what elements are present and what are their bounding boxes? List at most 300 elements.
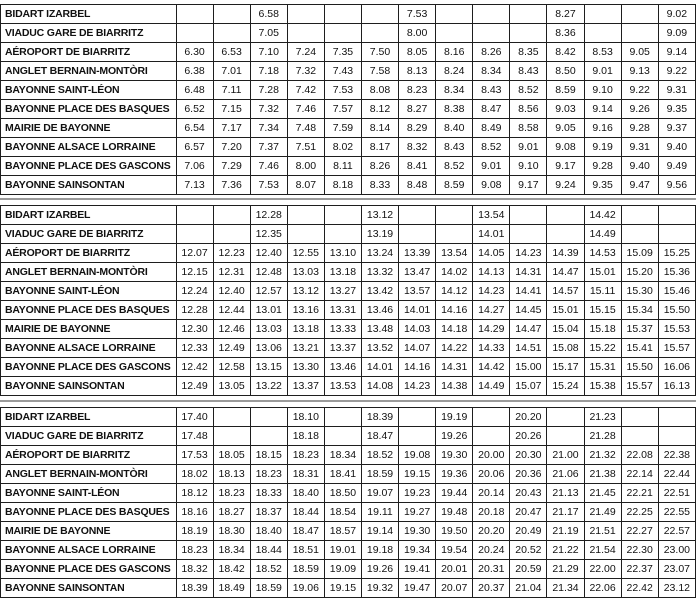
departure-time: 7.59 — [324, 119, 361, 138]
departure-time: 21.38 — [584, 465, 621, 484]
departure-time: 18.23 — [287, 446, 324, 465]
departure-time: 18.18 — [287, 427, 324, 446]
departure-time: 7.15 — [213, 100, 250, 119]
departure-time: 19.32 — [361, 579, 398, 598]
departure-time: 19.44 — [436, 484, 473, 503]
departure-time: 8.26 — [473, 43, 510, 62]
departure-time — [213, 5, 250, 24]
departure-time: 9.24 — [547, 176, 584, 195]
departure-time: 8.05 — [399, 43, 436, 62]
departure-time: 18.41 — [324, 465, 361, 484]
departure-time: 22.51 — [658, 484, 695, 503]
departure-time: 18.50 — [324, 484, 361, 503]
departure-time — [176, 225, 213, 244]
departure-time: 7.37 — [250, 138, 287, 157]
departure-time: 6.57 — [176, 138, 213, 157]
departure-time: 9.05 — [621, 43, 658, 62]
departure-time: 14.38 — [436, 377, 473, 396]
departure-time: 14.05 — [473, 244, 510, 263]
departure-time: 7.46 — [287, 100, 324, 119]
departure-time — [510, 225, 547, 244]
departure-time — [324, 5, 361, 24]
departure-time: 8.34 — [473, 62, 510, 81]
departure-time: 7.43 — [324, 62, 361, 81]
departure-time: 9.22 — [621, 81, 658, 100]
table-row — [1, 5, 696, 24]
departure-time: 19.41 — [399, 560, 436, 579]
departure-time: 18.12 — [176, 484, 213, 503]
departure-time: 13.18 — [324, 263, 361, 282]
departure-time: 12.33 — [176, 339, 213, 358]
departure-time: 13.54 — [436, 244, 473, 263]
departure-time: 15.08 — [547, 339, 584, 358]
departure-time: 9.14 — [658, 43, 695, 62]
departure-time: 9.03 — [547, 100, 584, 119]
departure-time: 15.46 — [658, 282, 695, 301]
departure-time: 14.39 — [547, 244, 584, 263]
departure-time: 20.26 — [510, 427, 547, 446]
departure-time: 13.46 — [324, 358, 361, 377]
departure-time: 19.11 — [361, 503, 398, 522]
departure-time: 14.53 — [584, 244, 621, 263]
departure-time: 9.13 — [621, 62, 658, 81]
departure-time: 13.30 — [287, 358, 324, 377]
departure-time: 12.15 — [176, 263, 213, 282]
departure-time: 22.25 — [621, 503, 658, 522]
departure-time: 9.49 — [658, 157, 695, 176]
departure-time: 14.47 — [547, 263, 584, 282]
departure-time: 9.01 — [510, 138, 547, 157]
departure-time — [324, 408, 361, 427]
departure-time: 13.52 — [361, 339, 398, 358]
departure-time: 8.32 — [399, 138, 436, 157]
stop-name: BAYONNE ALSACE LORRAINE — [1, 339, 177, 358]
departure-time: 19.09 — [324, 560, 361, 579]
departure-time: 14.51 — [510, 339, 547, 358]
departure-time: 15.30 — [621, 282, 658, 301]
departure-time: 14.16 — [436, 301, 473, 320]
stop-name: BAYONNE PLACE DES BASQUES — [1, 301, 177, 320]
departure-time: 9.35 — [658, 100, 695, 119]
departure-time: 20.06 — [473, 465, 510, 484]
departure-time — [324, 427, 361, 446]
departure-time: 12.55 — [287, 244, 324, 263]
departure-time: 21.13 — [547, 484, 584, 503]
departure-time: 22.57 — [658, 522, 695, 541]
departure-time: 15.01 — [584, 263, 621, 282]
departure-time — [584, 5, 621, 24]
departure-time: 12.07 — [176, 244, 213, 263]
departure-time: 18.39 — [176, 579, 213, 598]
departure-time: 18.33 — [250, 484, 287, 503]
departure-time — [584, 24, 621, 43]
departure-time: 18.19 — [176, 522, 213, 541]
departure-time: 20.30 — [510, 446, 547, 465]
departure-time: 13.03 — [287, 263, 324, 282]
departure-time: 13.37 — [287, 377, 324, 396]
departure-time: 12.24 — [176, 282, 213, 301]
departure-time: 19.54 — [436, 541, 473, 560]
departure-time: 13.46 — [361, 301, 398, 320]
table-row — [1, 484, 696, 503]
departure-time: 8.14 — [361, 119, 398, 138]
departure-time: 13.53 — [324, 377, 361, 396]
departure-time: 18.49 — [213, 579, 250, 598]
departure-time — [658, 225, 695, 244]
departure-time: 13.16 — [287, 301, 324, 320]
departure-time: 8.35 — [510, 43, 547, 62]
stop-name: BAYONNE ALSACE LORRAINE — [1, 138, 177, 157]
departure-time: 23.12 — [658, 579, 695, 598]
departure-time — [473, 5, 510, 24]
departure-time: 20.18 — [473, 503, 510, 522]
departure-time: 15.53 — [658, 320, 695, 339]
departure-time: 15.37 — [621, 320, 658, 339]
departure-time: 14.08 — [361, 377, 398, 396]
table-row — [1, 408, 696, 427]
departure-time: 20.49 — [510, 522, 547, 541]
departure-time — [473, 427, 510, 446]
departure-time: 18.02 — [176, 465, 213, 484]
departure-time — [324, 225, 361, 244]
departure-time: 14.42 — [584, 206, 621, 225]
departure-time: 12.46 — [213, 320, 250, 339]
departure-time: 6.52 — [176, 100, 213, 119]
table-row — [1, 157, 696, 176]
departure-time: 14.49 — [473, 377, 510, 396]
departure-time — [324, 206, 361, 225]
departure-time: 7.50 — [361, 43, 398, 62]
departure-time: 7.01 — [213, 62, 250, 81]
timetable-block-midday — [0, 205, 696, 396]
departure-time: 8.18 — [324, 176, 361, 195]
departure-time: 23.07 — [658, 560, 695, 579]
departure-time: 8.26 — [361, 157, 398, 176]
departure-time — [621, 225, 658, 244]
departure-time: 8.08 — [361, 81, 398, 100]
departure-time: 8.58 — [510, 119, 547, 138]
departure-time: 18.47 — [287, 522, 324, 541]
departure-time: 19.50 — [436, 522, 473, 541]
departure-time: 12.44 — [213, 301, 250, 320]
departure-time — [361, 24, 398, 43]
departure-time: 14.03 — [399, 320, 436, 339]
departure-time — [436, 24, 473, 43]
departure-time: 8.43 — [510, 62, 547, 81]
departure-time: 19.27 — [399, 503, 436, 522]
departure-time: 20.24 — [473, 541, 510, 560]
departure-time: 13.54 — [473, 206, 510, 225]
departure-time: 18.31 — [287, 465, 324, 484]
departure-time: 13.03 — [250, 320, 287, 339]
departure-time — [658, 206, 695, 225]
departure-time — [324, 24, 361, 43]
departure-time: 15.57 — [621, 377, 658, 396]
departure-time: 7.17 — [213, 119, 250, 138]
departure-time: 19.36 — [436, 465, 473, 484]
departure-time: 12.49 — [176, 377, 213, 396]
departure-time: 21.32 — [584, 446, 621, 465]
departure-time: 9.08 — [547, 138, 584, 157]
departure-time: 21.49 — [584, 503, 621, 522]
departure-time: 18.23 — [176, 541, 213, 560]
stop-name: VIADUC GARE DE BIARRITZ — [1, 24, 177, 43]
departure-time: 13.33 — [324, 320, 361, 339]
departure-time: 15.31 — [584, 358, 621, 377]
departure-time — [176, 206, 213, 225]
departure-time: 13.22 — [250, 377, 287, 396]
table-row — [1, 503, 696, 522]
departure-time: 7.53 — [399, 5, 436, 24]
departure-time: 7.48 — [287, 119, 324, 138]
departure-time: 9.17 — [510, 176, 547, 195]
departure-time — [250, 427, 287, 446]
stop-name: MAIRIE DE BAYONNE — [1, 522, 177, 541]
departure-time: 17.48 — [176, 427, 213, 446]
departure-time: 22.00 — [584, 560, 621, 579]
departure-time: 6.48 — [176, 81, 213, 100]
departure-time — [213, 225, 250, 244]
departure-time: 18.37 — [250, 503, 287, 522]
departure-time: 14.01 — [473, 225, 510, 244]
departure-time: 20.37 — [473, 579, 510, 598]
departure-time: 8.48 — [399, 176, 436, 195]
stop-name: MAIRIE DE BAYONNE — [1, 119, 177, 138]
departure-time: 21.54 — [584, 541, 621, 560]
departure-time: 8.49 — [473, 119, 510, 138]
departure-time: 18.52 — [250, 560, 287, 579]
departure-time: 18.39 — [361, 408, 398, 427]
departure-time: 15.50 — [658, 301, 695, 320]
departure-time — [176, 5, 213, 24]
departure-time: 8.16 — [436, 43, 473, 62]
departure-time: 18.42 — [213, 560, 250, 579]
departure-time: 13.32 — [361, 263, 398, 282]
departure-time: 9.16 — [584, 119, 621, 138]
departure-time: 8.29 — [399, 119, 436, 138]
departure-time: 9.01 — [584, 62, 621, 81]
departure-time: 21.06 — [547, 465, 584, 484]
departure-time: 13.12 — [287, 282, 324, 301]
departure-time: 6.58 — [250, 5, 287, 24]
departure-time: 7.06 — [176, 157, 213, 176]
departure-time: 9.10 — [584, 81, 621, 100]
departure-time — [473, 24, 510, 43]
departure-time: 12.57 — [250, 282, 287, 301]
departure-time: 19.15 — [399, 465, 436, 484]
departure-time: 18.52 — [361, 446, 398, 465]
departure-time: 19.08 — [399, 446, 436, 465]
departure-time — [621, 24, 658, 43]
departure-time: 14.23 — [399, 377, 436, 396]
departure-time: 6.54 — [176, 119, 213, 138]
departure-time: 9.31 — [621, 138, 658, 157]
table-row — [1, 427, 696, 446]
departure-time — [399, 206, 436, 225]
departure-time: 9.02 — [658, 5, 695, 24]
block-divider — [0, 400, 696, 402]
departure-time: 13.19 — [361, 225, 398, 244]
departure-time: 13.57 — [399, 282, 436, 301]
schedule-table — [0, 407, 696, 598]
departure-time: 14.47 — [510, 320, 547, 339]
stop-name: BAYONNE PLACE DES GASCONS — [1, 560, 177, 579]
departure-time: 7.24 — [287, 43, 324, 62]
departure-time: 22.06 — [584, 579, 621, 598]
table-row — [1, 119, 696, 138]
departure-time: 18.30 — [213, 522, 250, 541]
departure-time — [547, 408, 584, 427]
departure-time: 8.27 — [547, 5, 584, 24]
departure-time: 7.53 — [324, 81, 361, 100]
departure-time: 21.51 — [584, 522, 621, 541]
table-row — [1, 522, 696, 541]
departure-time: 18.59 — [250, 579, 287, 598]
departure-time: 15.50 — [621, 358, 658, 377]
table-row — [1, 465, 696, 484]
departure-time — [213, 408, 250, 427]
departure-time: 8.33 — [361, 176, 398, 195]
departure-time: 14.23 — [510, 244, 547, 263]
departure-time — [621, 427, 658, 446]
departure-time: 18.15 — [250, 446, 287, 465]
departure-time: 20.52 — [510, 541, 547, 560]
departure-time — [361, 5, 398, 24]
departure-time: 8.11 — [324, 157, 361, 176]
departure-time: 8.38 — [436, 100, 473, 119]
departure-time: 15.17 — [547, 358, 584, 377]
departure-time: 9.40 — [621, 157, 658, 176]
departure-time: 18.23 — [250, 465, 287, 484]
departure-time: 13.37 — [324, 339, 361, 358]
departure-time: 18.44 — [250, 541, 287, 560]
stop-name: VIADUC GARE DE BIARRITZ — [1, 427, 177, 446]
departure-time: 20.36 — [510, 465, 547, 484]
departure-time: 12.40 — [213, 282, 250, 301]
departure-time: 19.23 — [399, 484, 436, 503]
table-row — [1, 176, 696, 195]
departure-time: 7.57 — [324, 100, 361, 119]
departure-time: 14.22 — [436, 339, 473, 358]
stop-name: BAYONNE SAINT-LÉON — [1, 282, 177, 301]
departure-time: 7.05 — [250, 24, 287, 43]
departure-time: 7.10 — [250, 43, 287, 62]
departure-time: 17.53 — [176, 446, 213, 465]
table-row — [1, 541, 696, 560]
departure-time: 12.49 — [213, 339, 250, 358]
departure-time — [510, 206, 547, 225]
departure-time: 15.41 — [621, 339, 658, 358]
departure-time: 8.52 — [473, 138, 510, 157]
departure-time: 8.59 — [547, 81, 584, 100]
departure-time: 13.47 — [399, 263, 436, 282]
departure-time: 19.47 — [399, 579, 436, 598]
departure-time: 8.23 — [399, 81, 436, 100]
departure-time: 21.19 — [547, 522, 584, 541]
departure-time: 20.20 — [473, 522, 510, 541]
departure-time: 9.10 — [510, 157, 547, 176]
departure-time: 12.28 — [250, 206, 287, 225]
departure-time: 13.21 — [287, 339, 324, 358]
departure-time: 18.27 — [213, 503, 250, 522]
departure-time: 13.01 — [250, 301, 287, 320]
stop-name: ANGLET BERNAIN-MONTÒRI — [1, 465, 177, 484]
departure-time: 19.06 — [287, 579, 324, 598]
departure-time: 8.43 — [436, 138, 473, 157]
timetable-block-morning — [0, 4, 696, 195]
departure-time: 15.34 — [621, 301, 658, 320]
departure-time: 22.42 — [621, 579, 658, 598]
departure-time: 9.28 — [584, 157, 621, 176]
departure-time: 21.29 — [547, 560, 584, 579]
departure-time: 7.32 — [287, 62, 324, 81]
table-row — [1, 579, 696, 598]
departure-time: 9.22 — [658, 62, 695, 81]
table-row — [1, 560, 696, 579]
table-row — [1, 206, 696, 225]
departure-time: 14.01 — [399, 301, 436, 320]
departure-time: 8.52 — [436, 157, 473, 176]
departure-time — [399, 225, 436, 244]
departure-time: 18.13 — [213, 465, 250, 484]
departure-time — [213, 206, 250, 225]
departure-time: 15.11 — [584, 282, 621, 301]
departure-time — [287, 206, 324, 225]
departure-time: 18.10 — [287, 408, 324, 427]
departure-time: 9.17 — [547, 157, 584, 176]
departure-time: 7.18 — [250, 62, 287, 81]
departure-time — [213, 24, 250, 43]
departure-time: 18.23 — [213, 484, 250, 503]
departure-time: 6.53 — [213, 43, 250, 62]
departure-time: 8.43 — [473, 81, 510, 100]
departure-time: 14.41 — [510, 282, 547, 301]
table-row — [1, 138, 696, 157]
departure-time: 7.34 — [250, 119, 287, 138]
departure-time — [510, 5, 547, 24]
table-row — [1, 81, 696, 100]
departure-time: 7.32 — [250, 100, 287, 119]
stop-name: BAYONNE ALSACE LORRAINE — [1, 541, 177, 560]
departure-time: 8.00 — [399, 24, 436, 43]
departure-time: 7.51 — [287, 138, 324, 157]
departure-time: 15.01 — [547, 301, 584, 320]
stop-name: AÉROPORT DE BIARRITZ — [1, 244, 177, 263]
schedule-table — [0, 4, 696, 195]
stop-name: BIDART IZARBEL — [1, 206, 177, 225]
departure-time: 8.50 — [547, 62, 584, 81]
departure-time: 20.07 — [436, 579, 473, 598]
departure-time: 21.28 — [584, 427, 621, 446]
departure-time: 9.14 — [584, 100, 621, 119]
table-row — [1, 446, 696, 465]
departure-time — [547, 206, 584, 225]
departure-time — [547, 225, 584, 244]
departure-time: 19.07 — [361, 484, 398, 503]
departure-time: 22.38 — [658, 446, 695, 465]
departure-time: 17.40 — [176, 408, 213, 427]
departure-time: 14.29 — [473, 320, 510, 339]
departure-time: 20.01 — [436, 560, 473, 579]
departure-time: 15.57 — [658, 339, 695, 358]
table-row — [1, 244, 696, 263]
departure-time: 20.31 — [473, 560, 510, 579]
departure-time: 13.06 — [250, 339, 287, 358]
departure-time — [547, 427, 584, 446]
departure-time: 8.24 — [436, 62, 473, 81]
departure-time: 7.11 — [213, 81, 250, 100]
departure-time: 15.15 — [584, 301, 621, 320]
